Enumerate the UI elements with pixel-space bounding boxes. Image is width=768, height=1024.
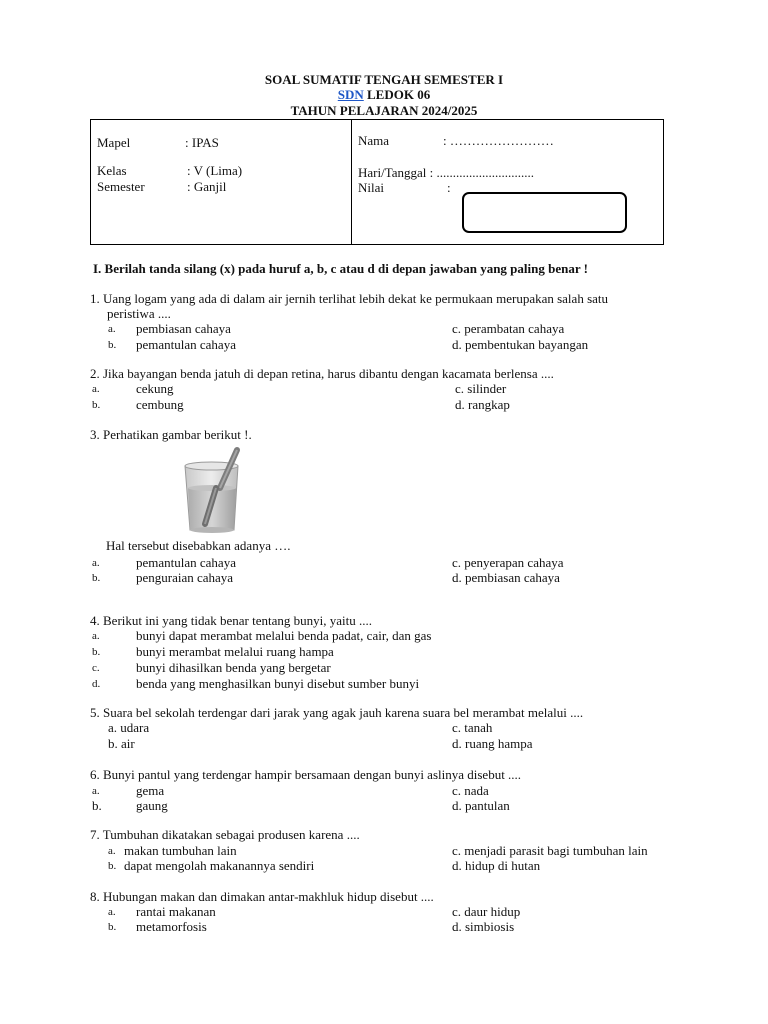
instruction: I. Berilah tanda silang (x) pada huruf a, b, c atau d di depan jawaban yang paling benar ! (93, 261, 588, 276)
nilai-score-box[interactable] (462, 192, 627, 233)
q4-option-a[interactable]: bunyi dapat merambat melalui benda padat, cair, dan gas (136, 628, 432, 643)
q8-option-c[interactable]: c. daur hidup (452, 904, 521, 919)
glass-with-pencil-image (180, 444, 244, 536)
q3-option-d[interactable]: d. pembiasan cahaya (452, 570, 560, 585)
q6-option-c[interactable]: c. nada (452, 783, 489, 798)
mapel-value: : IPAS (185, 135, 219, 150)
semester-value: : Ganjil (187, 179, 227, 194)
q1-option-b-key[interactable]: b. (108, 339, 117, 351)
q5-option-c[interactable]: c. tanah (452, 720, 493, 735)
q4-option-d-key[interactable]: d. (92, 678, 101, 690)
q3-option-b-key[interactable]: b. (92, 572, 101, 584)
q7-option-a-key[interactable]: a. (108, 845, 116, 857)
q1-option-d[interactable]: d. pembentukan bayangan (452, 337, 589, 352)
q7-text: 7. Tumbuhan dikatakan sebagai produsen karena .... (90, 827, 360, 842)
kelas-value: : V (Lima) (187, 163, 243, 178)
q1-option-b[interactable]: pemantulan cahaya (136, 337, 236, 352)
kelas-label: Kelas (97, 163, 127, 178)
semester-label: Semester (97, 179, 145, 194)
q8-option-a[interactable]: rantai makanan (136, 904, 216, 919)
q3-text: 3. Perhatikan gambar berikut !. (90, 427, 252, 442)
q4-option-b-key[interactable]: b. (92, 646, 101, 658)
q1-option-a-key[interactable]: a. (108, 323, 116, 335)
q3-option-a-key[interactable]: a. (92, 557, 100, 569)
q3-option-a[interactable]: pemantulan cahaya (136, 555, 236, 570)
q8-text: 8. Hubungan makan dan dimakan antar-makhluk hidup disebut .... (90, 889, 434, 904)
q5-option-b[interactable]: b. air (108, 736, 135, 751)
q4-option-b[interactable]: bunyi merambat melalui ruang hampa (136, 644, 334, 659)
q8-option-b[interactable]: metamorfosis (136, 919, 207, 934)
hari-tanggal-field[interactable]: Hari/Tanggal : .............................. (358, 165, 535, 180)
q8-option-b-key[interactable]: b. (108, 921, 117, 933)
q5-text: 5. Suara bel sekolah terdengar dari jarak yang agak jauh karena suara bel merambat melalui .... (90, 705, 584, 720)
nama-label: Nama (358, 133, 390, 148)
q6-option-d[interactable]: d. pantulan (452, 798, 510, 813)
nilai-label: Nilai (358, 180, 384, 195)
q8-option-a-key[interactable]: a. (108, 906, 116, 918)
doc-title: SOAL SUMATIF TENGAH SEMESTER I (264, 72, 504, 87)
q4-option-a-key[interactable]: a. (92, 630, 100, 642)
nama-field[interactable]: : …………………… (443, 133, 554, 148)
q7-option-a[interactable]: makan tumbuhan lain (124, 843, 237, 858)
q2-text: 2. Jika bayangan benda jatuh di depan retina, harus dibantu dengan kacamata berlensa .... (90, 366, 554, 381)
q2-option-c[interactable]: c. silinder (455, 381, 507, 396)
school-link[interactable]: SDN (337, 87, 364, 102)
q4-option-c[interactable]: bunyi dihasilkan benda yang bergetar (136, 660, 331, 675)
q7-option-b-key[interactable]: b. (108, 860, 117, 872)
q6-option-a[interactable]: gema (136, 783, 165, 798)
q1-text: 1. Uang logam yang ada di dalam air jernih terlihat lebih dekat ke permukaan merupakan salah satu (90, 291, 609, 306)
q6-option-b[interactable]: gaung (136, 798, 168, 813)
q4-text: 4. Berikut ini yang tidak benar tentang bunyi, yaitu .... (90, 613, 372, 628)
nilai-colon: : (447, 180, 451, 195)
q3-option-c[interactable]: c. penyerapan cahaya (452, 555, 564, 570)
q2-option-b[interactable]: cembung (136, 397, 184, 412)
q6-option-b-key[interactable]: b. (92, 798, 102, 813)
q1-option-c[interactable]: c. perambatan cahaya (452, 321, 565, 336)
q6-text: 6. Bunyi pantul yang terdengar hampir bersamaan dengan bunyi aslinya disebut .... (90, 767, 522, 782)
q6-option-a-key[interactable]: a. (92, 785, 100, 797)
q5-option-a[interactable]: a. udara (108, 720, 150, 735)
school-name-rest: LEDOK 06 (363, 87, 431, 102)
q2-option-a-key[interactable]: a. (92, 383, 100, 395)
q1-option-a[interactable]: pembiasan cahaya (136, 321, 231, 336)
q4-option-d[interactable]: benda yang menghasilkan bunyi disebut sumber bunyi (136, 676, 420, 691)
q1-text-cont: peristiwa .... (107, 306, 171, 321)
q4-option-c-key[interactable]: c. (92, 662, 100, 674)
q3-stem: Hal tersebut disebabkan adanya …. (106, 538, 291, 553)
q3-option-b[interactable]: penguraian cahaya (136, 570, 234, 585)
q2-option-a[interactable]: cekung (136, 381, 174, 396)
school-name (0, 87, 768, 103)
q8-option-d[interactable]: d. simbiosis (452, 919, 515, 934)
q2-option-d[interactable]: d. rangkap (455, 397, 510, 412)
mapel-label: Mapel (97, 135, 131, 150)
q7-option-b[interactable]: dapat mengolah makanannya sendiri (124, 858, 315, 873)
q2-option-b-key[interactable]: b. (92, 399, 101, 411)
q7-option-d[interactable]: d. hidup di hutan (452, 858, 541, 873)
q7-option-c[interactable]: c. menjadi parasit bagi tumbuhan lain (452, 843, 648, 858)
school-year: TAHUN PELAJARAN 2024/2025 (290, 103, 478, 118)
q5-option-d[interactable]: d. ruang hampa (452, 736, 533, 751)
info-box-divider (351, 119, 352, 245)
